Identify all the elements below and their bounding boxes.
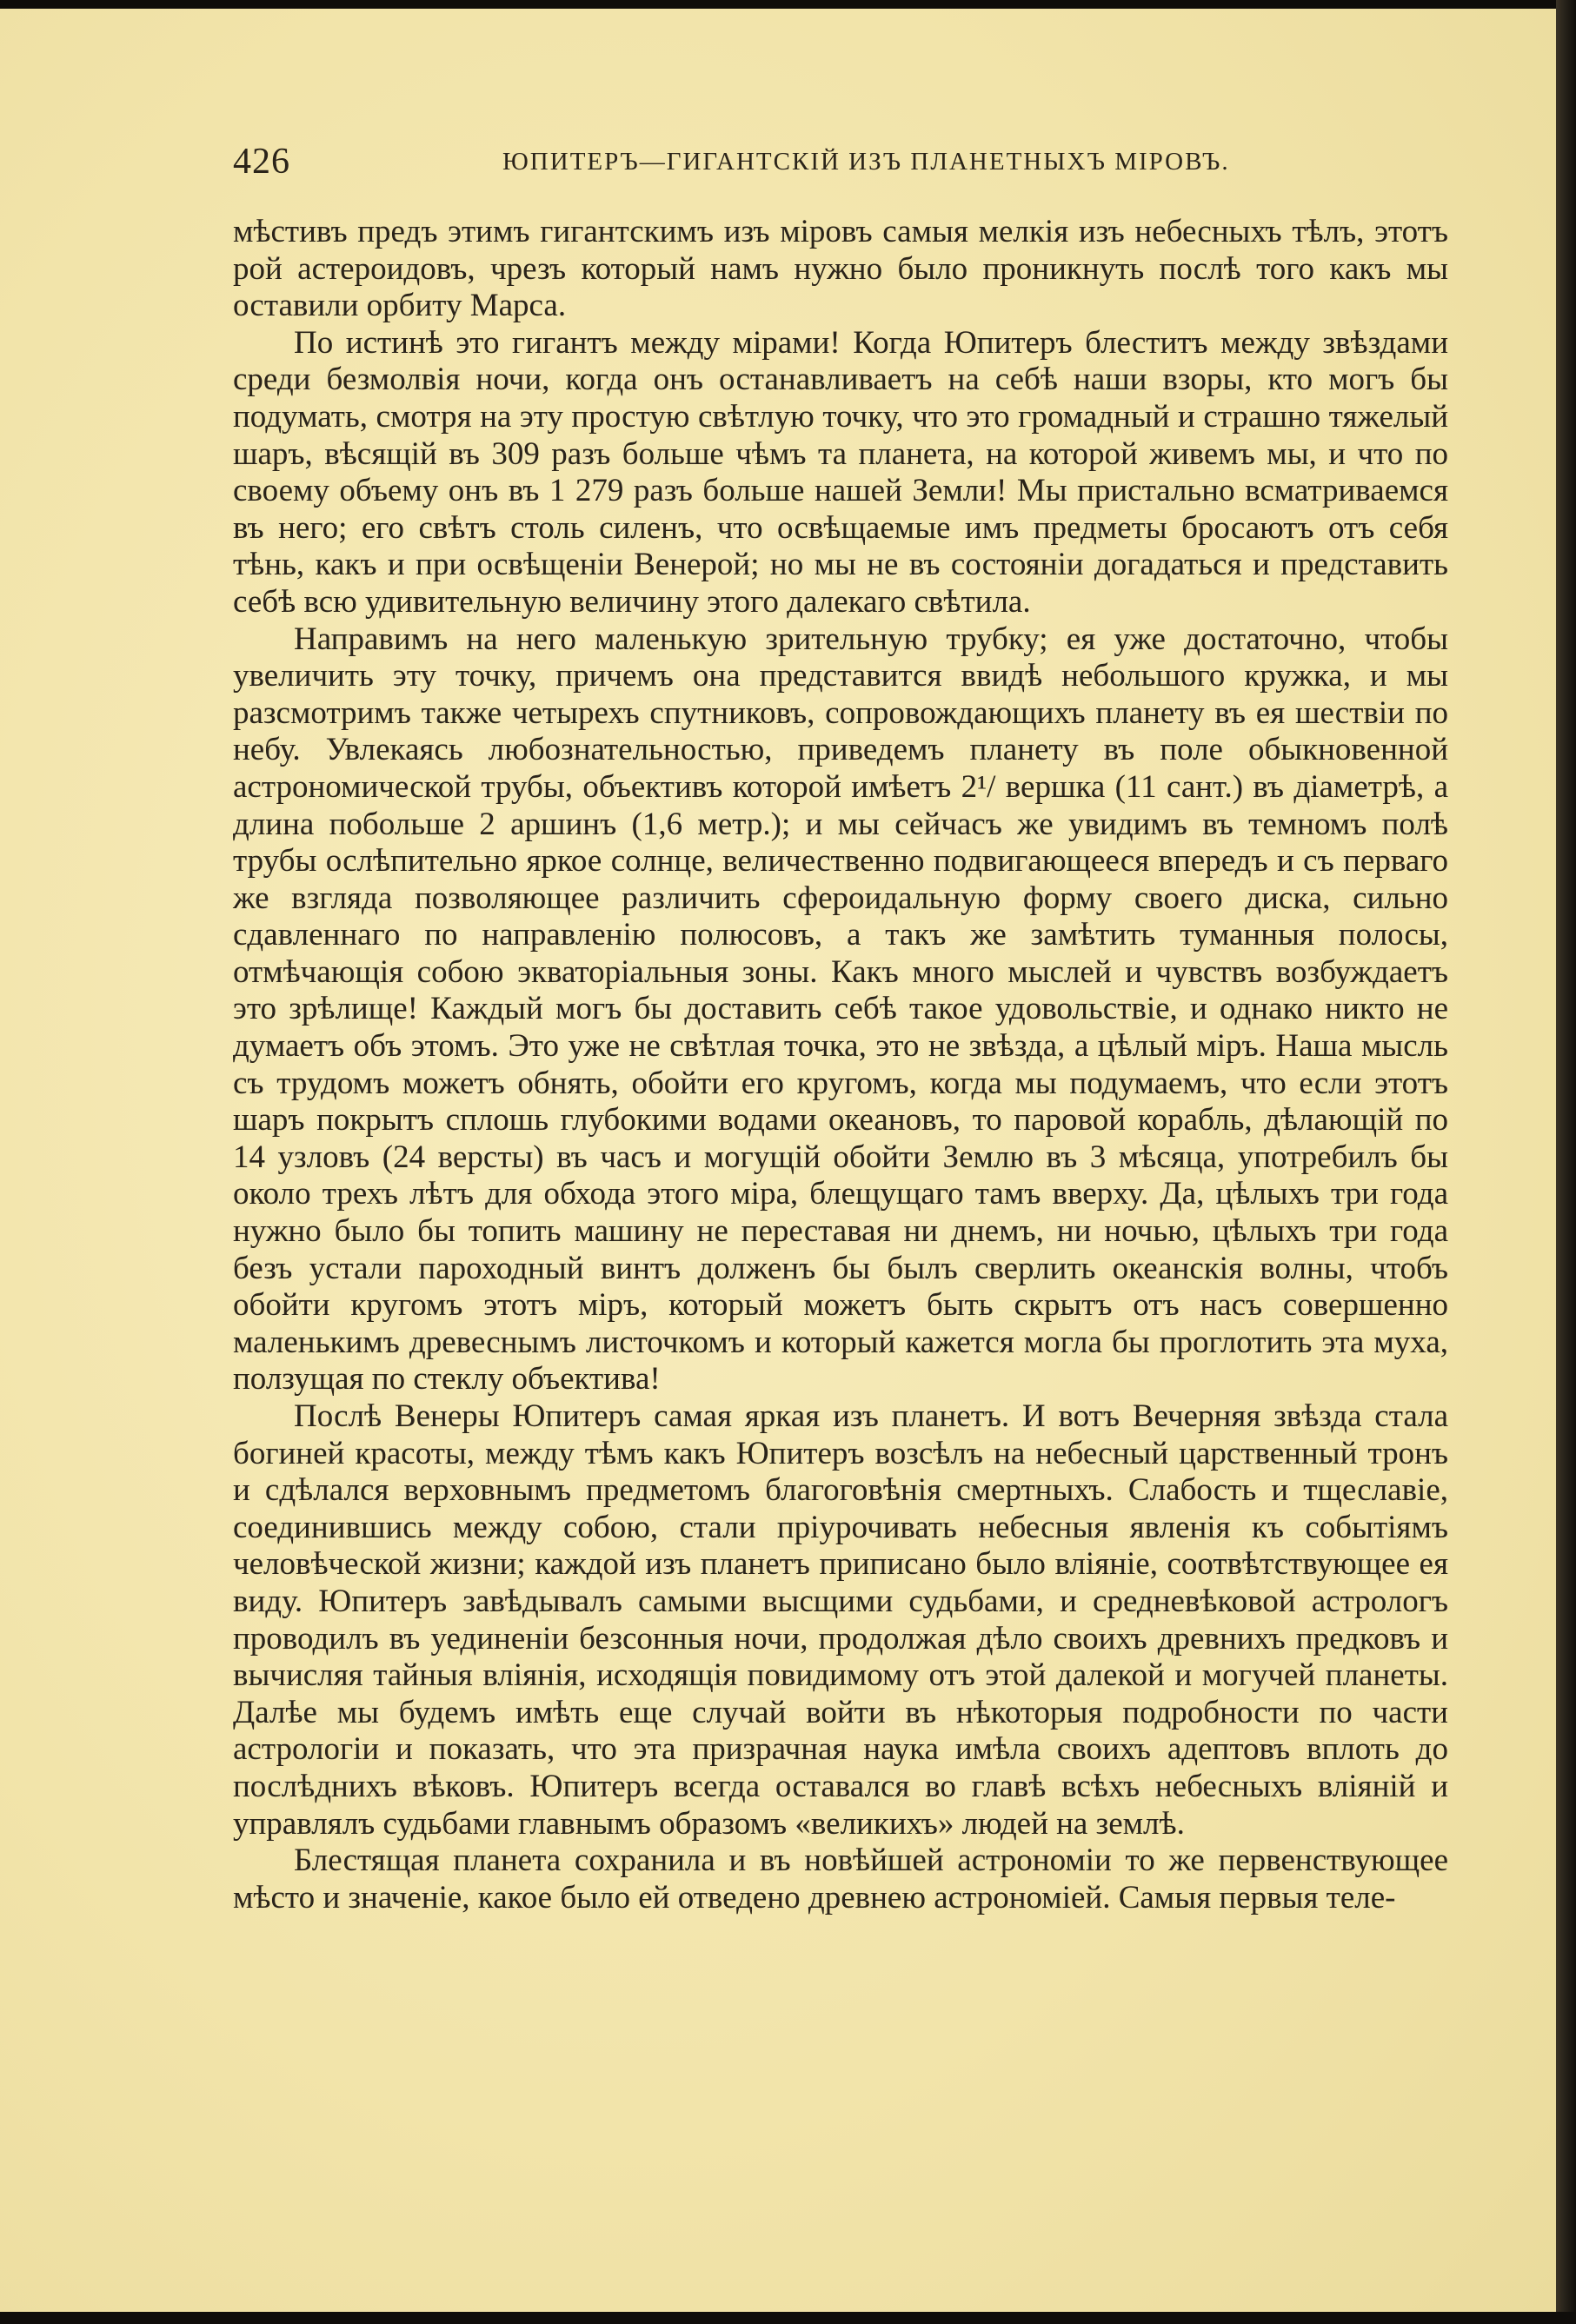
body-text <box>233 214 1448 1916</box>
book-page <box>0 9 1556 2312</box>
running-title: ЮПИТЕРЪ—ГИГАНТСКІЙ ИЗЪ ПЛАНЕТНЫХЪ МІРОВЪ. <box>502 148 1230 176</box>
paragraph-giant-between-worlds: По истинѣ это гигантъ между мірами! Когда Юпитеръ блеститъ между звѣздами среди безмолвія ночи, когда онъ останавливаетъ на себѣ наши взоры, кто могъ бы подумать, смотря на эту простую свѣтлую точку, что это громадный и страшно тяжелый шаръ, вѣсящій въ 309 разъ больше чѣмъ та планета, на которой живемъ мы, и что по своему объему онъ въ 1 279 разъ больше нашей Земли! Мы пристально всматриваемся въ него; его свѣтъ столь силенъ, что освѣщаемые имъ предметы бросаютъ отъ себя тѣнь, какъ и при освѣщеніи Венерой; но мы не въ состояніи догадаться и представить себѣ всю удивительную величину этого далекаго свѣтила. <box>233 324 1448 620</box>
scan-bottom-edge <box>0 2312 1576 2324</box>
paragraph-continuation: мѣстивъ предъ этимъ гигантскимъ изъ міровъ самыя мелкія изъ небесныхъ тѣлъ, этотъ рой астероидовъ, чрезъ который намъ нужно было проникнуть послѣ того какъ мы оставили орбиту Марса. <box>233 214 1448 324</box>
paragraph-telescope-view: Направимъ на него маленькую зрительную трубку; ея уже достаточно, чтобы увеличить эту точку, причемъ она представится ввидѣ небольшого кружка, и мы разсмотримъ также четырехъ спутниковъ, сопровождающихъ планету въ ея шествіи по небу. Увлекаясь любознательностью, приведемъ планету въ поле обыкновенной астрономической трубы, объективъ которой имѣетъ 2¹/ вершка (11 сант.) въ діаметрѣ, а длина побольше 2 аршинъ (1,6 метр.); и мы сейчасъ же увидимъ въ темномъ полѣ трубы ослѣпительно яркое солнце, величественно подвигающееся впередъ и съ перваго же взгляда позволяющее различить сфероидальную форму своего диска, сильно сдавленнаго по направленію полюсовъ, а такъ же замѣтить туманныя полосы, отмѣчающія собою экваторіальныя зоны. Какъ много мыслей и чувствъ возбуждаетъ это зрѣлище! Каждый могъ бы доставить себѣ такое удовольствіе, и однако никто не думаетъ объ этомъ. Это уже не свѣтлая точка, это не звѣзда, а цѣлый міръ. Наша мысль съ трудомъ можетъ обнять, обойти его кругомъ, когда мы подумаемъ, что если этотъ шаръ покрытъ сплошь глубокими водами океановъ, то паровой корабль, дѣлающій по 14 узловъ (24 версты) въ часъ и могущій обойти Землю въ 3 мѣсяца, употребилъ бы около трехъ лѣтъ для обхода этого міра, блещущаго тамъ вверху. Да, цѣлыхъ три года нужно было бы топить машину не переставая ни днемъ, ни ночью, цѣлыхъ три года безъ устали пароходный винтъ долженъ бы былъ сверлить океанскія волны, чтобъ обойти кругомъ этотъ міръ, который можетъ быть скрытъ отъ насъ совершенно маленькимъ древеснымъ листочкомъ и который кажется могла бы проглотить эта муха, ползущая по стеклу объектива! <box>233 621 1448 1398</box>
scan-right-edge <box>1556 0 1576 2324</box>
page-header <box>233 141 1450 193</box>
page-number: 426 <box>233 142 290 182</box>
paragraph-modern-astronomy: Блестящая планета сохранила и въ новѣйшей астрономіи то же первенствующее мѣсто и значеніе, какое было ей отведено древнею астрономіей. Самыя первыя теле- <box>233 1843 1448 1916</box>
paragraph-astrology: Послѣ Венеры Юпитеръ самая яркая изъ планетъ. И вотъ Вечерняя звѣзда стала богиней красоты, между тѣмъ какъ Юпитеръ возсѣлъ на небесный царственный тронъ и сдѣлался верховнымъ предметомъ благоговѣнія смертныхъ. Слабость и тщеславіе, соединившись между собою, стали пріурочивать небесныя явленія къ событіямъ человѣческой жизни; каждой изъ планетъ приписано было вліяніе, соотвѣтствующее ея виду. Юпитеръ завѣдывалъ самыми высщими судьбами, и средневѣковой астрологъ проводилъ въ уединеніи безсонныя ночи, продолжая дѣло своихъ древнихъ предковъ и вычисляя тайныя вліянія, исходящія повидимому отъ этой далекой и могучей планеты. Далѣе мы будемъ имѣть еще случай войти въ нѣкоторыя подробности по части астрологіи и показать, что эта призрачная наука имѣла своихъ адептовъ вплоть до послѣднихъ вѣковъ. Юпитеръ всегда оставался во главѣ всѣхъ небесныхъ вліяній и управлялъ судьбами главнымъ образомъ «великихъ» людей на землѣ. <box>233 1398 1448 1842</box>
